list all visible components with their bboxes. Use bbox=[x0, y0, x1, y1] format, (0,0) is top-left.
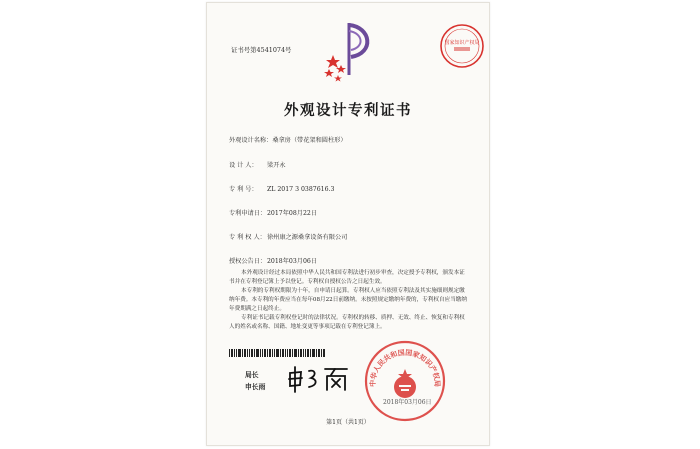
field-designer bbox=[229, 160, 286, 169]
top-seal-text: 国家知识产权局 bbox=[444, 40, 480, 46]
field-label: 授权公告日： bbox=[229, 258, 267, 265]
paragraph-1: 本外观设计经过本局依照中华人民共和国专利法进行初步审查，决定授予专利权，颁发本证书并在专利登记簿上予以登记。专利权自授权公告之日起生效。 bbox=[229, 270, 465, 285]
field-patentee bbox=[229, 232, 347, 241]
field-value: 2018年03月06日 bbox=[267, 258, 318, 265]
field-label: 专 利 权 人： bbox=[229, 234, 266, 241]
field-value: 徐州康之源桑拿设备有限公司 bbox=[267, 234, 348, 241]
patent-office-emblem-icon bbox=[319, 17, 379, 87]
field-design-name bbox=[229, 135, 347, 144]
handwritten-signature bbox=[287, 365, 349, 397]
director-name: 申长雨 bbox=[245, 383, 266, 391]
director-title: 局长 bbox=[245, 371, 259, 379]
field-application-date bbox=[229, 208, 317, 217]
top-red-seal bbox=[439, 23, 485, 73]
field-label: 外观设计名称： bbox=[229, 137, 273, 144]
barcode bbox=[229, 342, 325, 361]
certificate-title: 外观设计专利证书 bbox=[284, 102, 412, 119]
certificate-number: 证书号第4541074号 bbox=[231, 46, 292, 54]
field-label: 设 计 人： bbox=[229, 162, 258, 169]
paragraph-2: 本专利的专利权期限为十年，自申请日起算。专利权人应当依照专利法及其实施细则规定缴纳年费。本专利的年费应当在每年08月22日前缴纳。未按照规定缴纳年费的，专利权自应当缴纳年费期满之日起终止。 bbox=[229, 288, 467, 312]
page-number: 第1页（共1页） bbox=[326, 419, 370, 426]
field-value: 梁开永 bbox=[267, 162, 286, 169]
field-patent-number bbox=[229, 184, 334, 193]
paragraph-3: 专利证书记载专利权登记时的法律状况。专利权的转移、质押、无效、终止、恢复和专利权人的姓名或名称、国籍、地址变更等事项记载在专利登记簿上。 bbox=[229, 315, 465, 330]
bottom-seal-text: 中华人民共和国国家知识产权局 bbox=[368, 348, 442, 388]
field-label: 专 利 号： bbox=[229, 186, 258, 193]
field-label: 专利申请日： bbox=[229, 210, 267, 217]
field-value: 2017年08月22日 bbox=[267, 210, 318, 217]
certificate-page bbox=[206, 2, 490, 446]
field-value: 桑拿房（带花架和圆柱形） bbox=[272, 137, 347, 144]
field-value: ZL 2017 3 0387616.3 bbox=[267, 186, 335, 193]
seal-date: 2018年03月06日 bbox=[383, 399, 432, 406]
official-red-seal bbox=[363, 339, 447, 427]
field-grant-date bbox=[229, 256, 317, 265]
